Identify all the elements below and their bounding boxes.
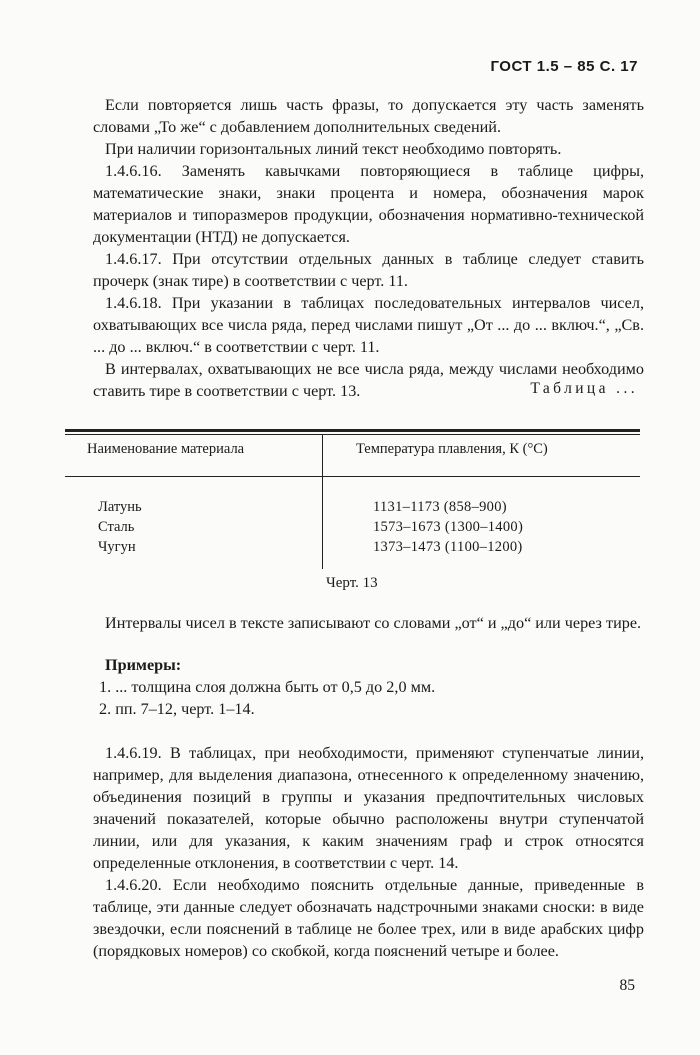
paragraph: Если повторяется лишь часть фразы, то допускается эту часть заменять словами „То же“ с добавлением дополнительных сведений. [93, 96, 644, 136]
document-header: ГОСТ 1.5 – 85 С. 17 [490, 58, 638, 75]
paragraph: 1.4.6.20. Если необходимо пояснить отдельные данные, приведенные в таблице, эти данные следует обозначать надстрочными знаками сноски: в виде звездочки, если пояснений в таблице не более трех, или в виде арабских цифр (порядковых номеров) со скобкой, когда пояснений четыре и более. [93, 876, 644, 960]
example-item: 1. ... толщина слоя должна быть от 0,5 до 2,0 мм. [99, 678, 436, 696]
table-cell-material: Чугун [98, 539, 136, 555]
paragraph: Интервалы чисел в тексте записывают со словами „от“ и „до“ или через тире. [105, 614, 642, 632]
table-row [65, 539, 640, 560]
example-item: 2. пп. 7–12, черт. 1–14. [99, 700, 255, 718]
table-header-rule [65, 476, 640, 477]
text-section-bottom [93, 742, 644, 962]
table-cell-material: Сталь [98, 519, 135, 535]
text-section-intervals [93, 612, 644, 720]
table-row [65, 519, 640, 540]
melting-point-table [65, 429, 640, 569]
paragraph: 1.4.6.16. Заменять кавычками повторяющиеся в таблице цифры, математические знаки, знаки процента и номера, обозначения марок материалов и типоразмеров продукции, обозначения нормативно-технической документации (НТД) не допускается. [93, 162, 644, 246]
table-top-rule-thin [65, 434, 640, 435]
page-number: 85 [619, 977, 635, 994]
paragraph: При наличии горизонтальных линий текст необходимо повторять. [105, 140, 562, 158]
table-header-temperature: Температура плавления, К (°С) [356, 441, 548, 457]
figure-caption: Черт. 13 [326, 575, 378, 591]
text-section-top [93, 94, 644, 402]
table-cell-temperature: 1573–1673 (1300–1400) [373, 519, 524, 535]
paragraph: 1.4.6.17. При отсутствии отдельных данных в таблице следует ставить прочерк (знак тире) в соответствии с черт. 11. [93, 250, 644, 290]
table-cell-temperature: 1373–1473 (1100–1200) [373, 539, 523, 555]
examples-title: Примеры: [105, 656, 182, 674]
paragraph: 1.4.6.19. В таблицах, при необходимости, применяют ступенчатые линии, например, для выделения диапазона, отнесенного к определенному значению, объединения позиций в группы и указания предпочтительных числовых значений показателей, которые обычно расположены внутри ступенчатой линии, или для указания, к каким значениям граф и строк относятся определенные отклонения, в соответствии с черт. 14. [93, 744, 644, 872]
table-header-material: Наименование материала [87, 441, 245, 457]
paragraph: В интервалах, охватывающих не все числа ряда, между числами необходимо ставить тире в соответствии с черт. 13. [93, 360, 644, 400]
table-top-rule [65, 429, 640, 432]
table-row [65, 499, 640, 520]
table-cell-temperature: 1131–1173 (858–900) [373, 499, 507, 515]
table-caption: Таблица ... [530, 380, 638, 397]
table-cell-material: Латунь [98, 499, 142, 515]
paragraph: 1.4.6.18. При указании в таблицах последовательных интервалов чисел, охватывающих все числа ряда, перед числами пишут „От ... до ... включ.“, „Св. ... до ... включ.“ в соответствии с черт. 11. [93, 294, 644, 356]
